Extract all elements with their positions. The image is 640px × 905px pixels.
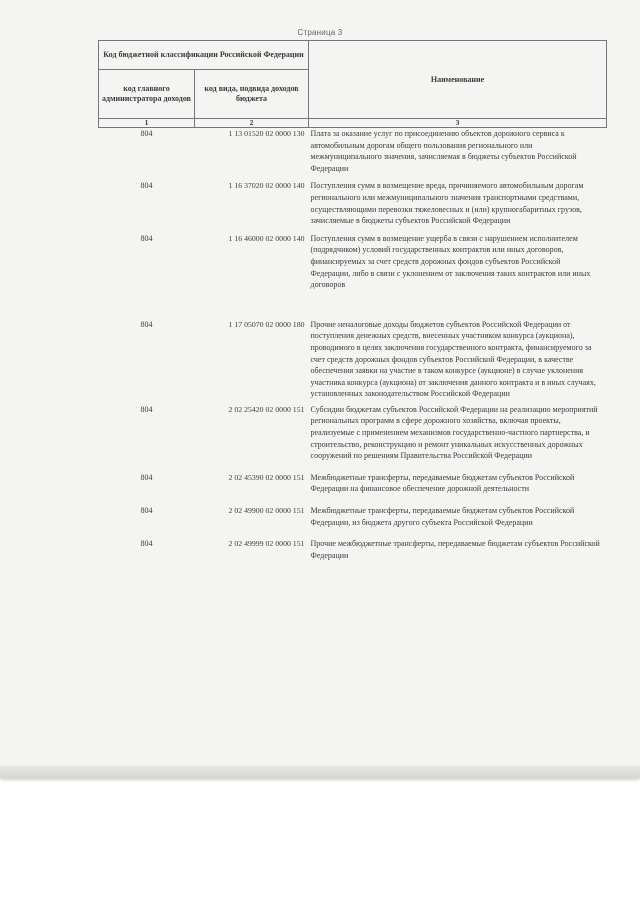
admin-code-cell: 804 <box>140 404 153 414</box>
table-row <box>99 472 607 505</box>
admin-code-cell: 804 <box>140 129 153 138</box>
revenue-name-cell: Прочие межбюджетные трансферты, передаваемые бюджетам субъектов Российской Федерации <box>310 539 600 560</box>
header-admin-code: код главного администратора доходов <box>99 70 195 119</box>
revenue-code-cell: 2 02 45390 02 0000 151 <box>228 472 305 482</box>
table-row <box>99 505 607 538</box>
column-number-1: 1 <box>99 119 195 128</box>
admin-code-cell: 804 <box>140 233 153 243</box>
admin-code-cell: 804 <box>140 181 153 191</box>
table-row <box>99 319 607 404</box>
revenue-name-cell: Плата за оказание услуг по присоединению объектов дорожного сервиса к автомобильным дорогам общего пользования регионального или межмуниципального значения, зачисляемая в бюджеты субъектов Российской Федерации <box>310 129 577 173</box>
revenue-code-cell: 2 02 25420 02 0000 151 <box>228 404 305 414</box>
revenue-name-cell: Поступления сумм в возмещение ущерба в связи с нарушением исполнителем (подрядчиком) условий государственных контрактов или иных договоров, финансируемых за счет средств дорожных фондов субъектов Российской Федерации, либо в связи с уклонением от заключения таких контрактов или иных договоров <box>310 233 591 290</box>
revenue-name-cell: Поступления сумм в возмещение вреда, причиняемого автомобильным дорогам регионального или межмуниципального значения транспортными средствами, осуществляющими перевозки тяжеловесных и (или) крупногабаритных грузов, зачисляемые в бюджеты субъектов Российской Федерации <box>310 181 584 226</box>
table-row <box>99 404 607 472</box>
table-row <box>99 180 607 232</box>
revenue-code-cell: 1 17 05070 02 0000 180 <box>228 319 305 329</box>
header-classification-code: Код бюджетной классификации Российской Федерации <box>99 41 309 70</box>
revenue-code-cell: 2 02 49900 02 0000 151 <box>228 506 305 516</box>
admin-code-cell: 804 <box>140 539 153 549</box>
column-number-3: 3 <box>309 119 607 128</box>
table-row <box>99 128 607 181</box>
revenue-name-cell: Межбюджетные трансферты, передаваемые бюджетам субъектов Российской Федерации на финансовое обеспечение дорожной деятельности <box>310 472 575 494</box>
admin-code-cell: 804 <box>140 506 153 516</box>
column-number-2: 2 <box>195 119 309 128</box>
table-row <box>99 233 607 319</box>
revenue-code-cell: 2 02 49999 02 0000 151 <box>228 539 305 549</box>
revenue-code-cell: 1 16 46000 02 0000 140 <box>228 233 305 243</box>
revenue-name-cell: Межбюджетные трансферты, передаваемые бюджетам субъектов Российской Федерации, из бюджета другого субъекта Российской Федерации <box>310 506 575 527</box>
header-revenue-code: код вида, подвида доходов бюджета <box>195 70 309 119</box>
admin-code-cell: 804 <box>140 319 153 329</box>
page-number: Страница 3 <box>297 28 343 37</box>
revenue-code-cell: 1 13 01520 02 0000 130 <box>228 129 305 138</box>
table-row <box>99 538 607 561</box>
revenue-code-cell: 1 16 37020 02 0000 140 <box>228 181 305 191</box>
budget-classification-table <box>98 40 607 561</box>
revenue-name-cell: Прочие неналоговые доходы бюджетов субъектов Российской Федерации от поступления денежных средств, внесенных участником конкурса (аукциона), проводимого в целях заключения государственного контракта, финансируемого за счет средств дорожных фондов субъектов Российской Федерации, в качестве обеспечения заявки на участие в таком конкурсе (аукционе) в случае уклонения участника конкурса (аукциона) от заключения данного контракта и в иных случаях, установленных законодательством Российской Федерации <box>310 319 596 399</box>
admin-code-cell: 804 <box>140 472 153 482</box>
revenue-name-cell: Субсидии бюджетам субъектов Российской Федерации на реализацию мероприятий региональных программ в сфере дорожного хозяйства, включая проекты, реализуемые с применением механизмов государственно-частного партнерства, и строительство, реконструкцию и ремонт уникальных искусственных дорожных сооружений по решениям Правительства Российской Федерации <box>310 404 598 461</box>
page-bottom-edge <box>0 766 640 778</box>
header-name: Наименование <box>309 41 607 119</box>
